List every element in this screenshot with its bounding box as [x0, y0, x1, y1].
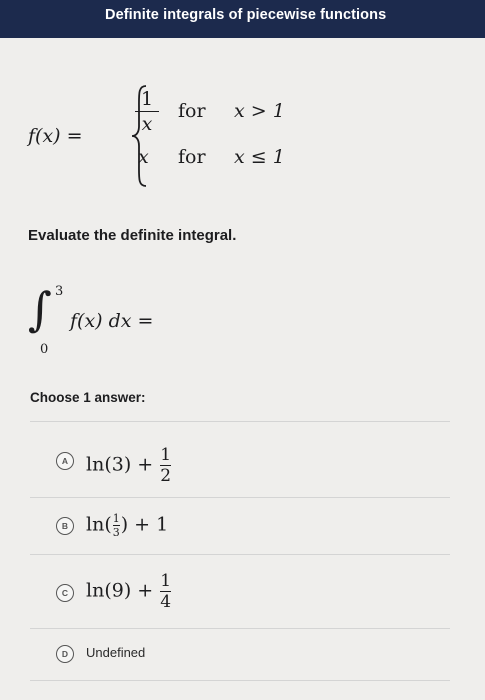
- divider: [30, 554, 450, 555]
- piecewise-definition: [28, 82, 328, 192]
- option-c-math: [86, 572, 172, 611]
- option-c-pre: ln(9) +: [86, 579, 154, 602]
- divider: [30, 421, 450, 422]
- integral-expression: [28, 280, 228, 360]
- case1-condition: x > 1: [234, 100, 285, 122]
- option-a-den: 2: [160, 466, 172, 486]
- upper-limit: 3: [55, 284, 64, 299]
- option-b-den: 3: [112, 526, 120, 539]
- case1-denominator: x: [141, 113, 153, 136]
- option-letter-a: A: [56, 452, 74, 470]
- option-a-fraction: [160, 446, 171, 485]
- answer-option-b[interactable]: [40, 505, 420, 550]
- option-b-math: [86, 513, 168, 538]
- case1-for: for: [178, 100, 206, 122]
- integral-sign: ∫: [28, 282, 52, 336]
- option-b-pre: ln(: [86, 513, 112, 536]
- case1-numerator: 1: [140, 88, 154, 110]
- case2-condition: x ≤ 1: [234, 146, 285, 168]
- divider: [30, 628, 450, 629]
- case2-expression: x: [138, 146, 149, 168]
- divider: [30, 497, 450, 498]
- divider: [30, 680, 450, 681]
- option-c-num: 1: [160, 571, 172, 591]
- case1-fraction: [135, 88, 159, 135]
- option-letter-d: D: [56, 645, 74, 663]
- question-prompt: Evaluate the definite integral.: [28, 227, 237, 244]
- answer-option-d[interactable]: [40, 636, 420, 672]
- option-b-fraction: [113, 513, 120, 538]
- fraction-bar: [135, 111, 159, 112]
- option-a-pre: ln(3) +: [86, 453, 154, 476]
- case2-for: for: [178, 146, 206, 168]
- title-bar: [0, 0, 485, 38]
- option-letter-b: B: [56, 517, 74, 535]
- option-c-fraction: [160, 572, 171, 611]
- choose-label: Choose 1 answer:: [30, 390, 146, 405]
- option-b-num: 1: [112, 512, 120, 525]
- lower-limit: 0: [40, 342, 49, 357]
- page-title: Definite integrals of piecewise functions: [105, 7, 387, 23]
- option-d-text: Undefined: [86, 645, 146, 660]
- option-a-num: 1: [160, 445, 172, 465]
- option-c-den: 4: [160, 592, 172, 612]
- option-letter-c: C: [56, 584, 74, 602]
- function-lhs: f(x) =: [28, 125, 83, 147]
- answer-option-c[interactable]: [40, 562, 420, 622]
- option-a-math: [86, 446, 172, 485]
- answer-option-a[interactable]: [40, 430, 420, 490]
- integrand: f(x) dx =: [70, 310, 154, 332]
- option-b-post: ) + 1: [120, 513, 169, 536]
